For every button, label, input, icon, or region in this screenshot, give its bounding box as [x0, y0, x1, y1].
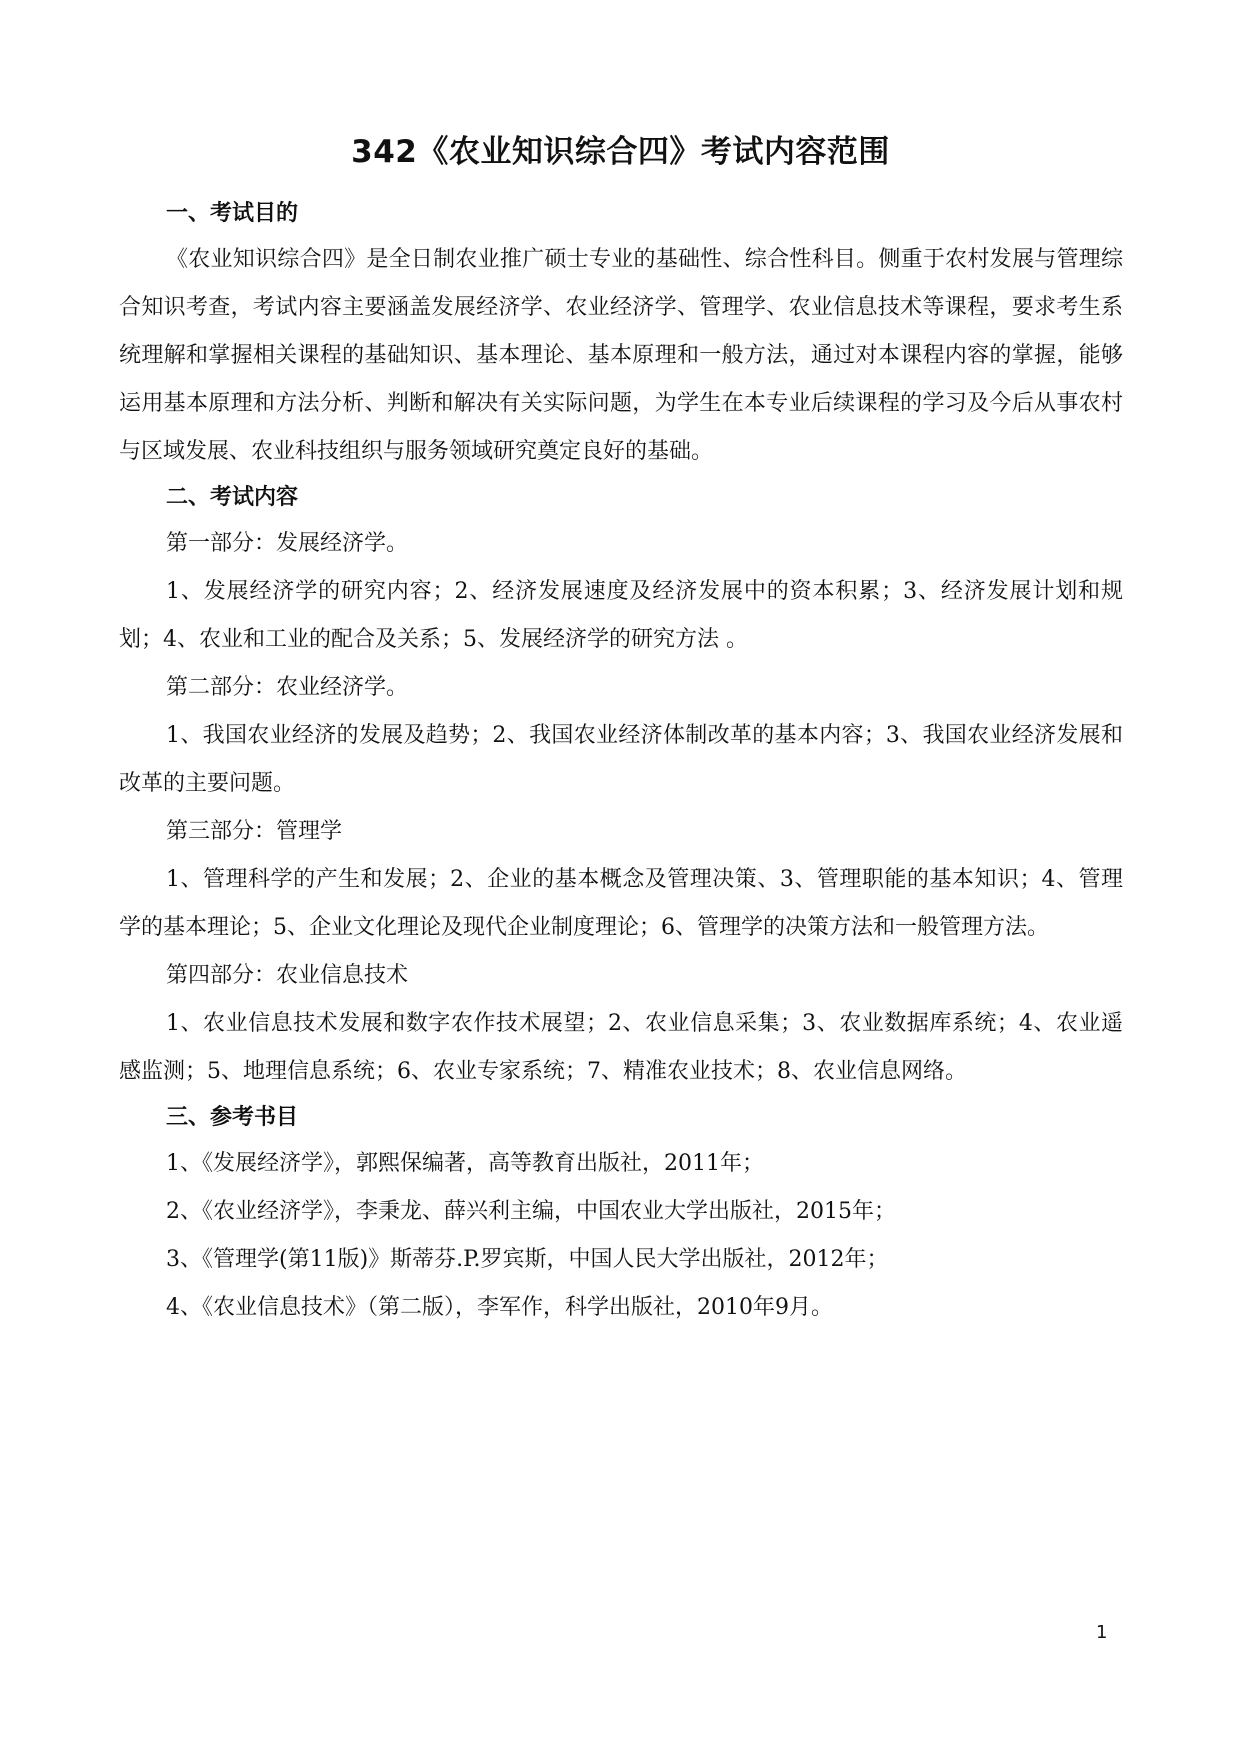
part-2-label: 第二部分：农业经济学。: [166, 675, 409, 700]
part-4-label: 第四部分：农业信息技术: [166, 963, 409, 988]
section-heading-purpose: 一、考试目的: [166, 201, 299, 226]
document-body: [119, 192, 1123, 1332]
document-title: 342《农业知识综合四》考试内容范围: [351, 134, 890, 170]
reference-item-4: 4、《农业信息技术》（第二版），李军作，科学出版社，2010年9月。: [166, 1295, 833, 1320]
part-2-text: 1、我国农业经济的发展及趋势；2、我国农业经济体制改革的基本内容；3、我国农业经济发展和改革的主要问题。: [119, 723, 1123, 796]
part-3-label: 第三部分：管理学: [166, 819, 343, 844]
reference-item-2: 2、《农业经济学》，李秉龙、薛兴利主编，中国农业大学出版社，2015年；: [166, 1199, 896, 1224]
section-heading-content: 二、考试内容: [166, 485, 299, 510]
purpose-paragraph: 《农业知识综合四》是全日制农业推广硕士专业的基础性、综合性科目。侧重于农村发展与管理综合知识考查，考试内容主要涵盖发展经济学、农业经济学、管理学、农业信息技术等课程，要求考生系统理解和掌握相关课程的基础知识、基本理论、基本原理和一般方法，通过对本课程内容的掌握，能够运用基本原理和方法分析、判断和解决有关实际问题，为学生在本专业后续课程的学习及今后从事农村与区域发展、农业科技组织与服务领域研究奠定良好的基础。: [119, 247, 1123, 464]
part-3-text: 1、管理科学的产生和发展；2、企业的基本概念及管理决策、3、管理职能的基本知识；4、管理学的基本理论；5、企业文化理论及现代企业制度理论；6、管理学的决策方法和一般管理方法。: [119, 867, 1123, 940]
part-1-text: 1、发展经济学的研究内容；2、经济发展速度及经济发展中的资本积累；3、经济发展计划和规划；4、农业和工业的配合及关系；5、发展经济学的研究方法 。: [119, 579, 1123, 652]
page-number: 1: [1096, 1622, 1108, 1643]
section-heading-references: 三、参考书目: [166, 1105, 299, 1130]
part-1-label: 第一部分：发展经济学。: [166, 531, 409, 556]
reference-item-3: 3、《管理学(第11版)》斯蒂芬.P.罗宾斯，中国人民大学出版社，2012年；: [166, 1247, 889, 1272]
part-4-text: 1、农业信息技术发展和数字农作技术展望；2、农业信息采集；3、农业数据库系统；4、农业遥感监测；5、地理信息系统；6、农业专家系统；7、精准农业技术；8、农业信息网络。: [119, 1011, 1123, 1084]
reference-item-1: 1、《发展经济学》，郭熙保编著，高等教育出版社，2011年；: [166, 1151, 764, 1176]
